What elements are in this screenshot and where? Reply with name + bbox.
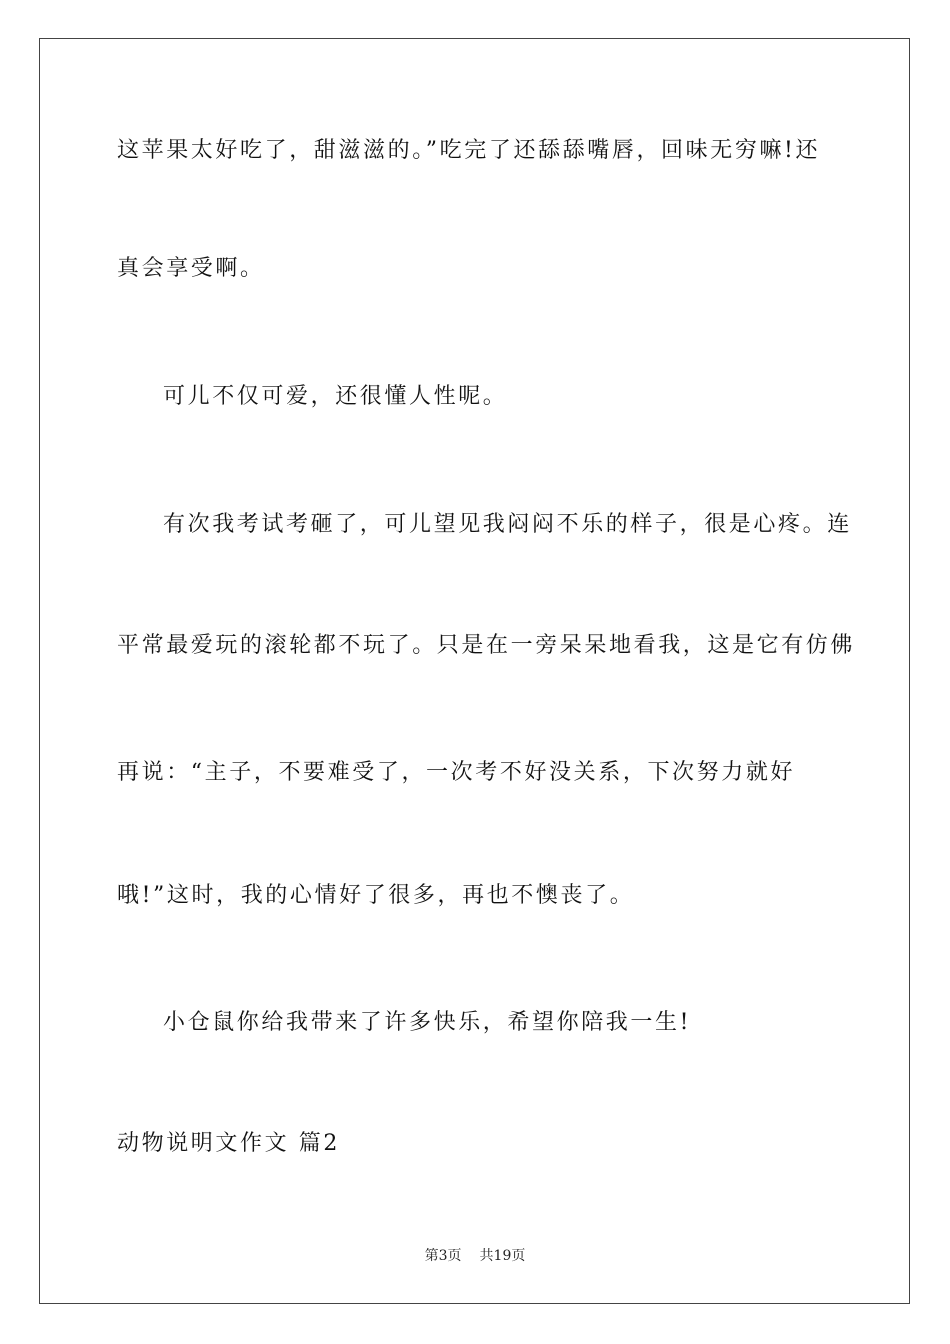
paragraph-line-8: 小仓鼠你给我带来了许多快乐，希望你陪我一生! (163, 1010, 692, 1035)
text-line-2: 真会享受啊。 (117, 256, 265, 281)
text-line-6: 再说：“主子，不要难受了，一次考不好没关系，下次努力就好 (117, 760, 796, 785)
paragraph-line-3: 可儿不仅可爱，还很懂人性呢。 (163, 384, 508, 409)
text-line-7: 哦!”这时，我的心情好了很多，再也不懊丧了。 (117, 883, 635, 908)
paragraph-line-4: 有次我考试考砸了，可儿望见我闷闷不乐的样子，很是心疼。连 (163, 512, 852, 537)
text-line-5: 平常最爱玩的滚轮都不玩了。只是在一旁呆呆地看我，这是它有仿佛 (117, 633, 856, 658)
text-line-1: 这苹果太好吃了，甜滋滋的。”吃完了还舔舔嘴唇，回味无穷嘛!还 (117, 138, 821, 163)
page-total: 共19页 (479, 1248, 526, 1264)
page-number: 第3页 (424, 1248, 462, 1264)
page-border (39, 38, 910, 1304)
page-footer (0, 1246, 950, 1266)
section-heading: 动物说明文作文 篇2 (117, 1131, 340, 1156)
